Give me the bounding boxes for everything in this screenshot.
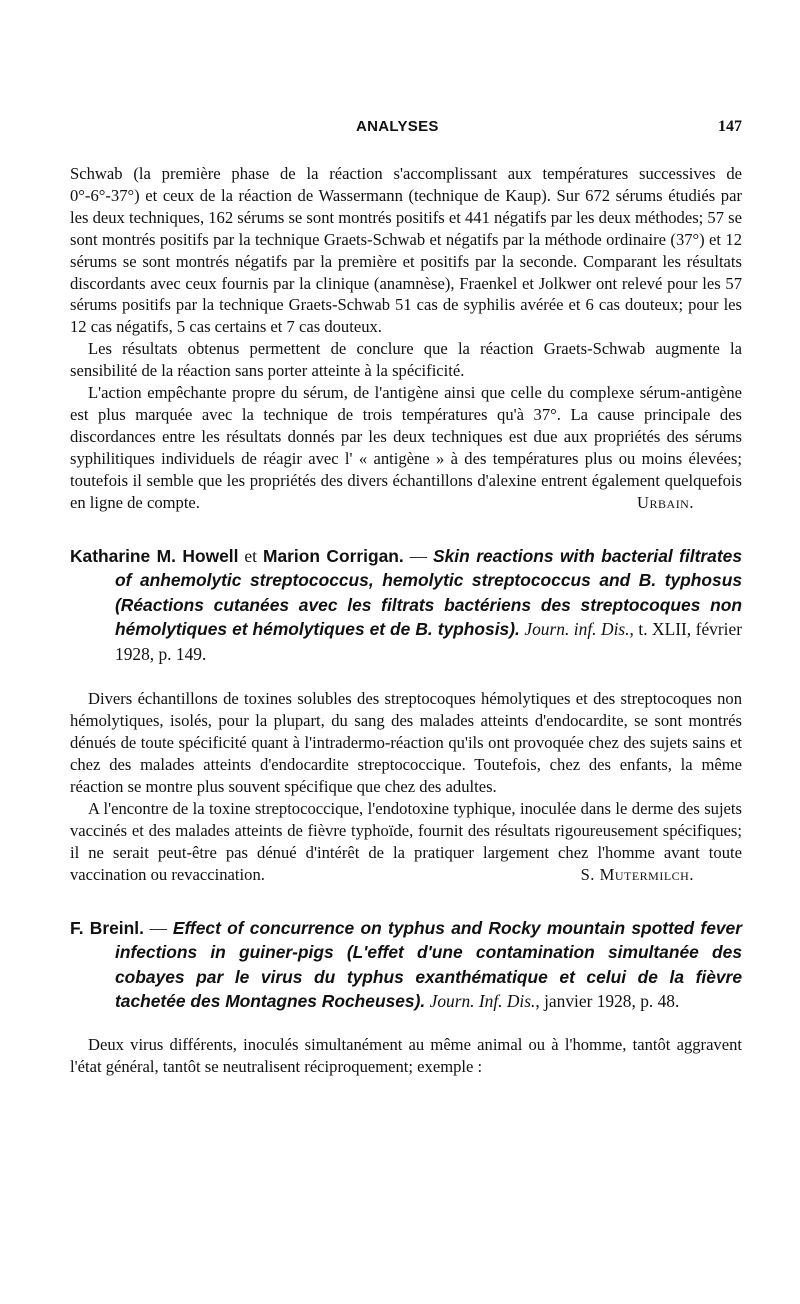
paragraph xyxy=(70,382,742,513)
entry-connector: et xyxy=(238,545,263,566)
entry-title: Skin reactions with bacterial filtrates of anhemolytic streptococcus, hemolytic streptococcus and B. typhosus (Réactions cutanées avec les filtrats bactériens des streptocoques non hémolytiques et hémolytiques et de B. typhosis). xyxy=(115,545,742,640)
paragraph: Deux virus différents, inoculés simultanément au même animal ou à l'homme, tantôt aggravent l'état général, tantôt se neutralisent réciproquement; exemple : xyxy=(70,1035,742,1076)
entry-journal: Journ. Inf. Dis. xyxy=(429,991,536,1012)
paragraph-text: L'action empêchante propre du sérum, de l'antigène ainsi que celle du complexe sérum-antigène est plus marquée avec la technique de trois températures qu'à 37°. La cause principale des discordances entre les résultats donnés par les deux techniques est due aux propriétés des sérums syphilitiques individuels de réagir avec l' « antigène » à des températures plus ou moins élevées; toutefois il semble que les propriétés des divers échantillons d'alexine entrent également quelquefois en ligne de compte. xyxy=(70,383,742,512)
author-signature: Urbain. xyxy=(637,492,694,512)
bibliographic-entry xyxy=(70,544,742,667)
entry-authors: Marion Corrigan. xyxy=(262,545,404,566)
author-signature: S. Mutermilch. xyxy=(580,864,694,884)
journal-page xyxy=(70,118,742,1078)
entry-journal: Journ. inf. Dis. xyxy=(524,619,630,640)
running-title: ANALYSES xyxy=(356,118,439,135)
entry-reference: , janvier 1928, p. 48. xyxy=(535,991,680,1012)
bibliographic-entry xyxy=(70,916,742,1014)
entry-dash: — xyxy=(403,545,434,566)
paragraph: Divers échantillons de toxines solubles des streptocoques hémolytiques et des streptocoques non hémolytiques, isolés, pour la plupart, du sang des malades atteints d'endocardite, se sont montrés dénués de toute spécificité quant à l'intradermo-réaction qu'ils ont provoquée chez des sujets sains et chez des malades atteints d'endocardite streptococcique. Toutefois, chez des enfants, la même réaction se montre plus souvent spécifique que chez des adultes. xyxy=(70,689,742,797)
page-number: 147 xyxy=(718,118,742,135)
entry-title: Effect of concurrence on typhus and Rocky mountain spotted fever infections in guiner-pigs (L'effet d'une contamination simultanée des cobayes par le virus du typhus exanthématique et celui de la fièvre tachetée des Montagnes Rocheuses). xyxy=(115,917,742,1012)
entry-authors: F. Breinl. xyxy=(70,917,144,938)
paragraph xyxy=(70,798,742,886)
paragraph: Schwab (la première phase de la réaction s'accomplissant aux températures successives de 0°-6°-37°) et ceux de la réaction de Wassermann (technique de Kaup). Sur 672 sérums étudiés par les deux techniques, 162 sérums se sont montrés positifs et 441 négatifs par les deux méthodes; 57 se sont montrés positifs par la technique Graets-Schwab et négatifs par la méthode ordinaire (37°) et 12 sérums se sont montrés négatifs par la première et positifs par la seconde. Comparant les résultats discordants avec ceux fournis par la clinique (anamnèse), Fraenkel et Jolkwer ont relevé pour les 57 sérums positifs par la technique Graets-Schwab 51 cas de syphilis avérée et 6 cas douteux; pour les 12 cas négatifs, 5 cas certains et 7 cas douteux. xyxy=(70,164,742,337)
page-header xyxy=(70,118,742,142)
paragraph: Les résultats obtenus permettent de conclure que la réaction Graets-Schwab augmente la sensibilité de la réaction sans porter atteinte à la spécificité. xyxy=(70,339,742,381)
entry-dash: — xyxy=(143,917,173,938)
entry-authors: Katharine M. Howell xyxy=(70,545,239,566)
entry-reference: , t. XLII, février 1928, p. 149. xyxy=(115,619,742,664)
paragraph-text: A l'encontre de la toxine streptococcique, l'endotoxine typhique, inoculée dans le derme des sujets vaccinés et des malades atteints de fièvre typhoïde, fournit des résultats rigoureusement spécifiques; il ne serait peut-être pas dénué d'intérêt de la pratiquer largement chez l'homme avant toute vaccination ou revaccination. xyxy=(70,799,742,884)
